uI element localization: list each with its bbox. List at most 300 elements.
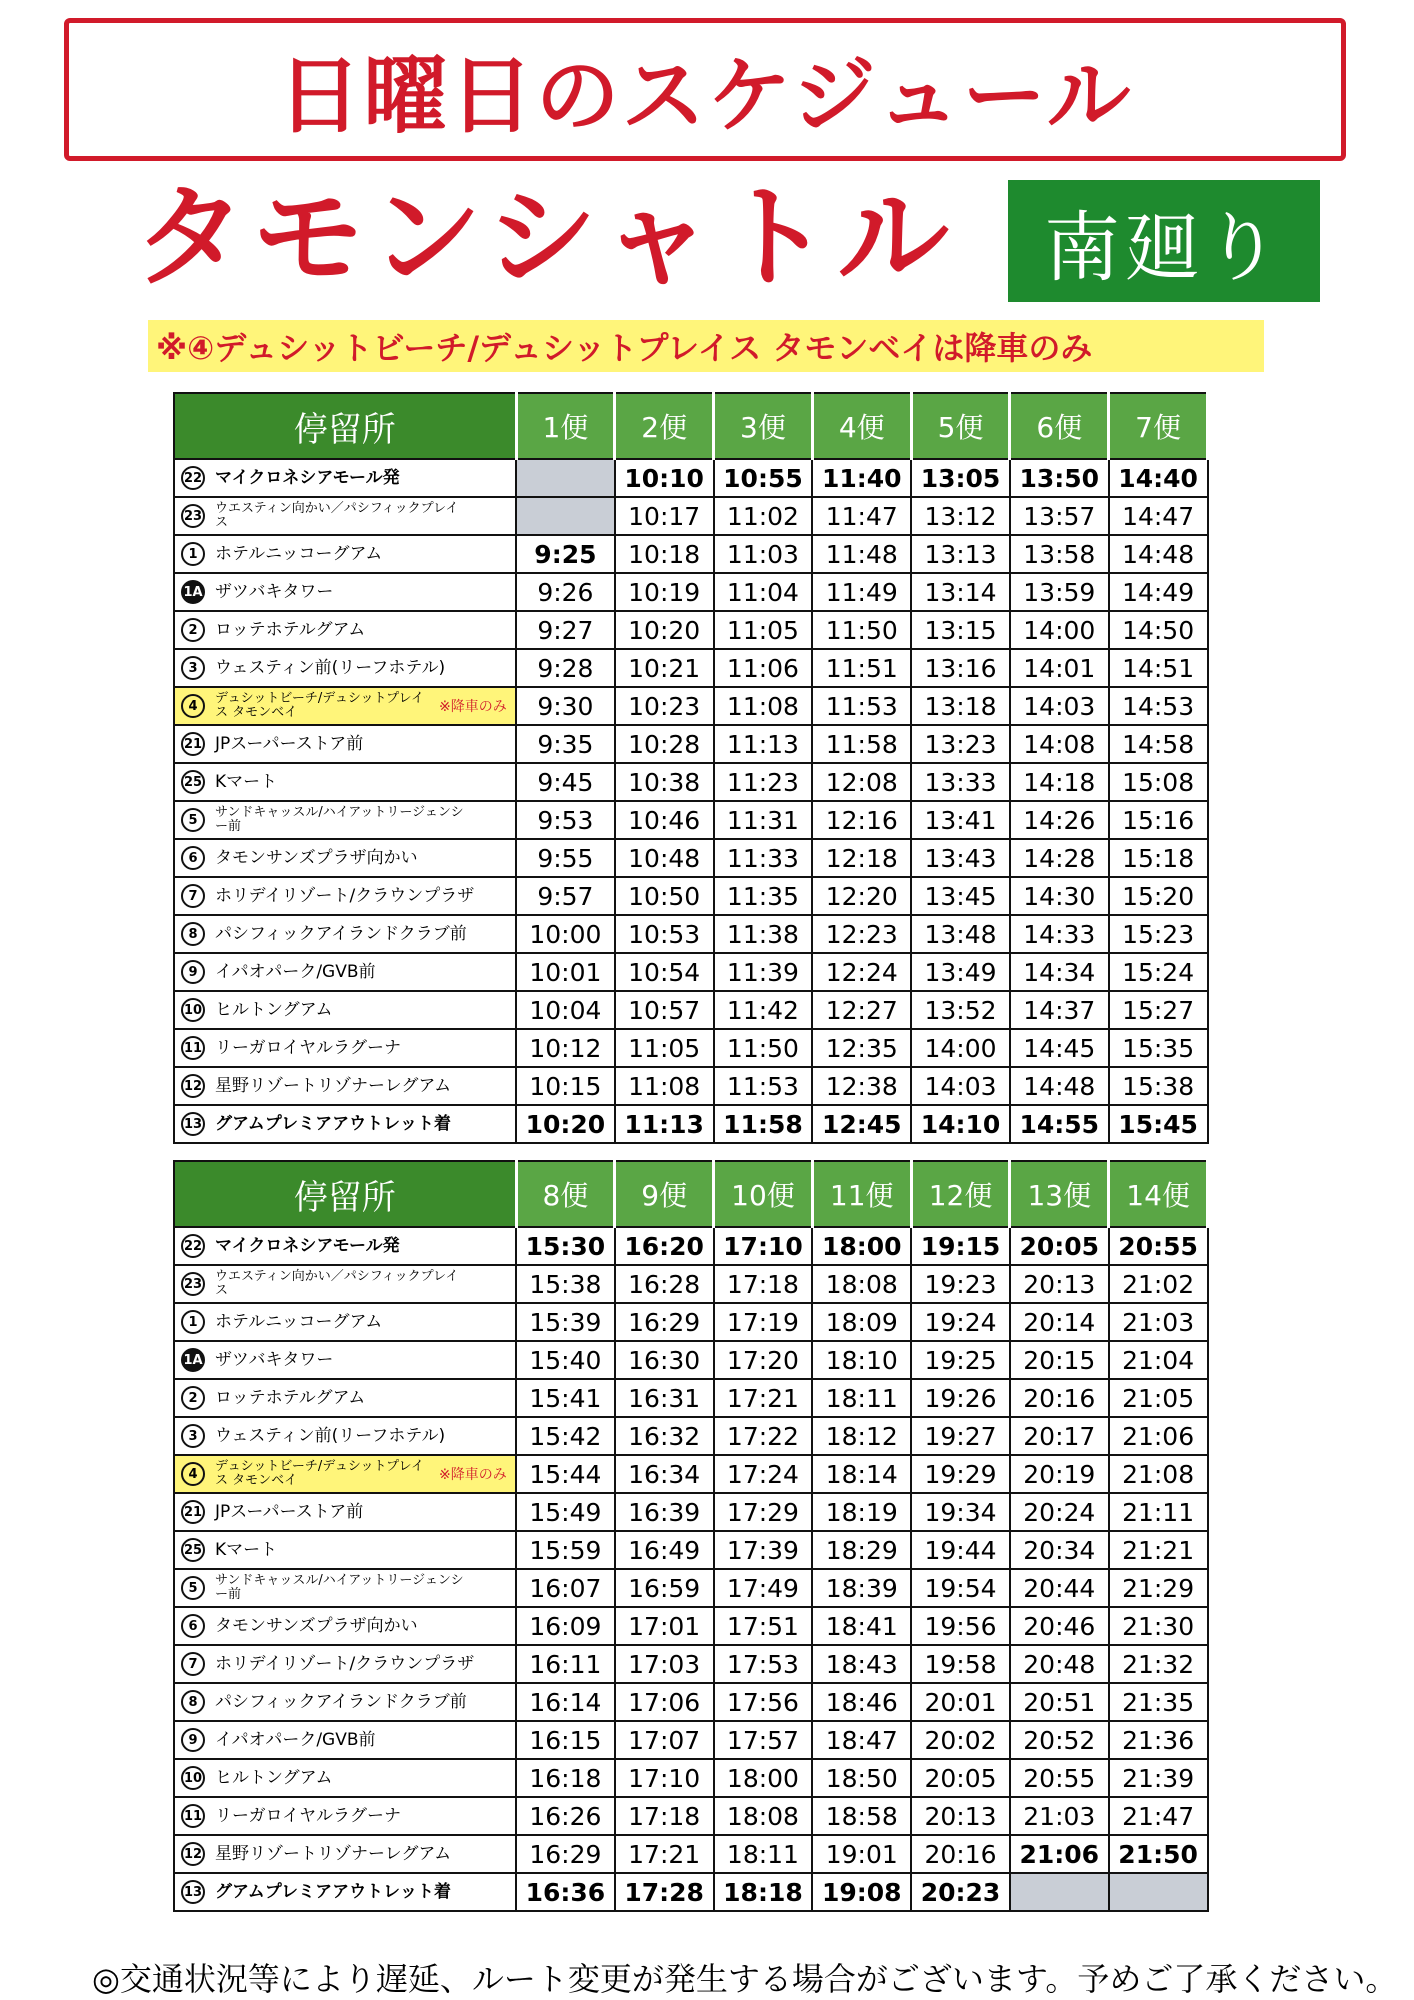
time-cell: 10:38 — [615, 763, 714, 801]
stop-name-cell — [174, 1341, 516, 1379]
table-row — [174, 1873, 1208, 1911]
time-cell: 16:09 — [516, 1607, 615, 1645]
stop-name: リーガロイヤルラグーナ — [215, 1038, 401, 1058]
time-cell: 17:51 — [714, 1607, 813, 1645]
time-cell: 15:39 — [516, 1303, 615, 1341]
table-row — [174, 763, 1208, 801]
time-cell: 17:19 — [714, 1303, 813, 1341]
time-cell: 14:34 — [1010, 953, 1109, 991]
time-cell: 18:00 — [714, 1759, 813, 1797]
time-cell: 15:49 — [516, 1493, 615, 1531]
table-row — [174, 1493, 1208, 1531]
time-cell: 13:33 — [911, 763, 1010, 801]
time-cell: 17:39 — [714, 1531, 813, 1569]
stop-number-badge: 1 — [181, 1310, 205, 1334]
table-row — [174, 1797, 1208, 1835]
stop-name: ウエスティン向かい／パシフィックプレイス — [215, 1269, 459, 1298]
time-cell: 16:18 — [516, 1759, 615, 1797]
trip-column-header: 8便 — [516, 1161, 615, 1227]
trip-column-header: 11便 — [812, 1161, 911, 1227]
time-cell: 10:50 — [615, 877, 714, 915]
stop-name: ホテルニッコーグアム — [215, 1312, 383, 1332]
time-cell: 11:51 — [812, 649, 911, 687]
time-cell: 18:08 — [812, 1265, 911, 1303]
stop-name-cell — [174, 611, 516, 649]
time-cell: 18:50 — [812, 1759, 911, 1797]
time-cell: 20:13 — [1010, 1265, 1109, 1303]
stop-name: JPスーパーストア前 — [215, 734, 364, 754]
stop-number-badge: 12 — [181, 1074, 205, 1098]
stop-number-badge: 8 — [181, 922, 205, 946]
time-cell: 14:50 — [1109, 611, 1208, 649]
time-cell: 15:16 — [1109, 801, 1208, 839]
time-cell: 9:30 — [516, 687, 615, 725]
table-row — [174, 1227, 1208, 1265]
time-cell: 15:59 — [516, 1531, 615, 1569]
time-cell: 20:23 — [911, 1873, 1010, 1911]
time-cell: 11:38 — [714, 915, 813, 953]
time-cell: 20:34 — [1010, 1531, 1109, 1569]
time-cell: 11:40 — [812, 459, 911, 497]
time-cell: 16:28 — [615, 1265, 714, 1303]
time-cell: 11:08 — [615, 1067, 714, 1105]
time-cell: 13:45 — [911, 877, 1010, 915]
table-row — [174, 535, 1208, 573]
time-cell: 14:08 — [1010, 725, 1109, 763]
time-cell: 18:08 — [714, 1797, 813, 1835]
time-cell: 10:23 — [615, 687, 714, 725]
time-cell: 20:02 — [911, 1721, 1010, 1759]
time-cell: 10:48 — [615, 839, 714, 877]
stop-name: マイクロネシアモール発 — [215, 1236, 400, 1256]
time-cell: 12:35 — [812, 1029, 911, 1067]
stop-name: ホリデイリゾート/クラウンプラザ — [215, 886, 475, 906]
stop-number-badge: 2 — [181, 1386, 205, 1410]
schedule-table-1 — [173, 392, 1209, 1144]
table-row — [174, 573, 1208, 611]
time-cell: 17:24 — [714, 1455, 813, 1493]
time-cell: 15:40 — [516, 1341, 615, 1379]
time-cell: 15:23 — [1109, 915, 1208, 953]
table-row — [174, 1759, 1208, 1797]
time-cell: 13:49 — [911, 953, 1010, 991]
time-cell: 12:08 — [812, 763, 911, 801]
time-cell: 18:18 — [714, 1873, 813, 1911]
time-cell: 11:06 — [714, 649, 813, 687]
time-cell: 21:32 — [1109, 1645, 1208, 1683]
stop-number-badge: 10 — [181, 998, 205, 1022]
stop-name-cell — [174, 1455, 516, 1493]
stop-name-cell — [174, 1873, 516, 1911]
time-cell: 12:23 — [812, 915, 911, 953]
time-cell: 20:15 — [1010, 1341, 1109, 1379]
table-row — [174, 687, 1208, 725]
time-cell: 11:48 — [812, 535, 911, 573]
time-cell: 18:19 — [812, 1493, 911, 1531]
time-cell: 19:54 — [911, 1569, 1010, 1607]
stop-number-badge: 1A — [181, 580, 205, 604]
time-cell: 21:08 — [1109, 1455, 1208, 1493]
time-cell: 18:43 — [812, 1645, 911, 1683]
time-cell: 14:48 — [1109, 535, 1208, 573]
time-cell: 12:16 — [812, 801, 911, 839]
table-row — [174, 1531, 1208, 1569]
no-service-cell — [1109, 1873, 1208, 1911]
time-cell: 17:18 — [714, 1265, 813, 1303]
time-cell: 14:30 — [1010, 877, 1109, 915]
time-cell: 17:22 — [714, 1417, 813, 1455]
stop-column-header: 停留所 — [174, 393, 516, 459]
time-cell: 18:11 — [714, 1835, 813, 1873]
time-cell: 16:14 — [516, 1683, 615, 1721]
stop-name-cell — [174, 1835, 516, 1873]
stop-number-badge: 6 — [181, 846, 205, 870]
time-cell: 18:09 — [812, 1303, 911, 1341]
schedule-title-box — [64, 18, 1346, 161]
trip-column-header: 9便 — [615, 1161, 714, 1227]
time-cell: 14:55 — [1010, 1105, 1109, 1143]
stop-name: デュシットビーチ/デュシットプレイス タモンベイ — [215, 1459, 425, 1488]
stop-name: Kマート — [215, 772, 278, 792]
stop-name: ロッテホテルグアム — [215, 1388, 366, 1408]
stop-number-badge: 11 — [181, 1804, 205, 1828]
time-cell: 11:23 — [714, 763, 813, 801]
route-title: タモンシャトル — [134, 173, 955, 303]
time-cell: 10:57 — [615, 991, 714, 1029]
stop-name-cell — [174, 953, 516, 991]
time-cell: 19:44 — [911, 1531, 1010, 1569]
stop-number-badge: 4 — [181, 1462, 205, 1486]
stop-name-cell — [174, 1645, 516, 1683]
time-cell: 10:20 — [615, 611, 714, 649]
trip-column-header: 6便 — [1010, 393, 1109, 459]
time-cell: 11:53 — [812, 687, 911, 725]
time-cell: 19:25 — [911, 1341, 1010, 1379]
time-cell: 21:30 — [1109, 1607, 1208, 1645]
time-cell: 13:13 — [911, 535, 1010, 573]
time-cell: 21:29 — [1109, 1569, 1208, 1607]
stop-number-badge: 22 — [181, 1234, 205, 1258]
stop-name-cell — [174, 1569, 516, 1607]
trip-column-header: 7便 — [1109, 393, 1208, 459]
trip-column-header: 4便 — [812, 393, 911, 459]
table-row — [174, 459, 1208, 497]
stop-number-badge: 21 — [181, 732, 205, 756]
no-service-cell — [516, 459, 615, 497]
time-cell: 13:58 — [1010, 535, 1109, 573]
stop-name: タモンサンズプラザ向かい — [215, 848, 418, 868]
stop-name-cell — [174, 687, 516, 725]
table-row — [174, 877, 1208, 915]
time-cell: 11:58 — [812, 725, 911, 763]
stop-column-header: 停留所 — [174, 1161, 516, 1227]
time-cell: 16:20 — [615, 1227, 714, 1265]
stop-name: グアムプレミアアウトレット着 — [215, 1882, 451, 1902]
table-row — [174, 497, 1208, 535]
time-cell: 17:28 — [615, 1873, 714, 1911]
stop-name-cell — [174, 725, 516, 763]
time-cell: 11:50 — [812, 611, 911, 649]
time-cell: 21:11 — [1109, 1493, 1208, 1531]
stop-number-badge: 23 — [181, 504, 205, 528]
time-cell: 10:54 — [615, 953, 714, 991]
time-cell: 21:03 — [1010, 1797, 1109, 1835]
time-cell: 15:41 — [516, 1379, 615, 1417]
time-cell: 21:47 — [1109, 1797, 1208, 1835]
table-row — [174, 1303, 1208, 1341]
time-cell: 17:03 — [615, 1645, 714, 1683]
drop-off-notice: ※④デュシットビーチ/デュシットプレイス タモンベイは降車のみ — [148, 320, 1264, 372]
time-cell: 11:39 — [714, 953, 813, 991]
time-cell: 16:11 — [516, 1645, 615, 1683]
time-cell: 11:05 — [714, 611, 813, 649]
stop-name: ザツバキタワー — [215, 582, 334, 602]
time-cell: 13:41 — [911, 801, 1010, 839]
time-cell: 17:21 — [615, 1835, 714, 1873]
time-cell: 20:55 — [1010, 1759, 1109, 1797]
stop-number-badge: 7 — [181, 1652, 205, 1676]
time-cell: 13:43 — [911, 839, 1010, 877]
table-row — [174, 611, 1208, 649]
time-cell: 14:51 — [1109, 649, 1208, 687]
time-cell: 15:38 — [516, 1265, 615, 1303]
table-row — [174, 1835, 1208, 1873]
stop-name-cell — [174, 1303, 516, 1341]
drop-off-only-note: ※降車のみ — [439, 699, 507, 715]
time-cell: 17:10 — [615, 1759, 714, 1797]
stop-name-cell — [174, 763, 516, 801]
time-cell: 21:02 — [1109, 1265, 1208, 1303]
stop-name-cell — [174, 497, 516, 535]
time-cell: 15:35 — [1109, 1029, 1208, 1067]
stop-name: イパオパーク/GVB前 — [215, 962, 376, 982]
time-cell: 20:17 — [1010, 1417, 1109, 1455]
time-cell: 17:06 — [615, 1683, 714, 1721]
stop-name: タモンサンズプラザ向かい — [215, 1616, 418, 1636]
stop-name-cell — [174, 1797, 516, 1835]
time-cell: 11:13 — [714, 725, 813, 763]
time-cell: 11:49 — [812, 573, 911, 611]
time-cell: 20:44 — [1010, 1569, 1109, 1607]
stop-name: 星野リゾートリゾナーレグアム — [215, 1076, 452, 1096]
stop-name: サンドキャッスル/ハイアットリージェンシー前 — [215, 805, 464, 834]
trip-column-header: 2便 — [615, 393, 714, 459]
time-cell: 17:21 — [714, 1379, 813, 1417]
time-cell: 10:10 — [615, 459, 714, 497]
stop-name-cell — [174, 459, 516, 497]
time-cell: 16:59 — [615, 1569, 714, 1607]
time-cell: 12:27 — [812, 991, 911, 1029]
table-row — [174, 1029, 1208, 1067]
time-cell: 9:25 — [516, 535, 615, 573]
time-cell: 14:45 — [1010, 1029, 1109, 1067]
time-cell: 10:21 — [615, 649, 714, 687]
stop-name-cell — [174, 1607, 516, 1645]
time-cell: 13:05 — [911, 459, 1010, 497]
time-cell: 18:46 — [812, 1683, 911, 1721]
time-cell: 10:04 — [516, 991, 615, 1029]
time-cell: 10:55 — [714, 459, 813, 497]
stop-name-cell — [174, 1067, 516, 1105]
time-cell: 19:26 — [911, 1379, 1010, 1417]
time-cell: 12:45 — [812, 1105, 911, 1143]
stop-name: イパオパーク/GVB前 — [215, 1730, 376, 1750]
time-cell: 15:42 — [516, 1417, 615, 1455]
stop-name-cell — [174, 535, 516, 573]
stop-name: ヒルトングアム — [215, 1768, 333, 1788]
time-cell: 9:57 — [516, 877, 615, 915]
time-cell: 21:21 — [1109, 1531, 1208, 1569]
time-cell: 14:26 — [1010, 801, 1109, 839]
time-cell: 9:35 — [516, 725, 615, 763]
time-cell: 15:30 — [516, 1227, 615, 1265]
time-cell: 18:12 — [812, 1417, 911, 1455]
time-cell: 15:08 — [1109, 763, 1208, 801]
time-cell: 9:53 — [516, 801, 615, 839]
stop-name: Kマート — [215, 1540, 278, 1560]
stop-name-cell — [174, 991, 516, 1029]
time-cell: 14:49 — [1109, 573, 1208, 611]
stop-number-badge: 3 — [181, 656, 205, 680]
time-cell: 12:24 — [812, 953, 911, 991]
time-cell: 20:05 — [911, 1759, 1010, 1797]
time-cell: 14:18 — [1010, 763, 1109, 801]
time-cell: 21:05 — [1109, 1379, 1208, 1417]
time-cell: 15:27 — [1109, 991, 1208, 1029]
stop-number-badge: 13 — [181, 1112, 205, 1136]
trip-column-header: 14便 — [1109, 1161, 1208, 1227]
trip-column-header: 10便 — [714, 1161, 813, 1227]
table-row — [174, 649, 1208, 687]
time-cell: 10:17 — [615, 497, 714, 535]
table-row — [174, 1645, 1208, 1683]
time-cell: 14:58 — [1109, 725, 1208, 763]
time-cell: 19:23 — [911, 1265, 1010, 1303]
time-cell: 12:18 — [812, 839, 911, 877]
time-cell: 18:58 — [812, 1797, 911, 1835]
time-cell: 14:03 — [911, 1067, 1010, 1105]
time-cell: 15:38 — [1109, 1067, 1208, 1105]
stop-number-badge: 3 — [181, 1424, 205, 1448]
table-row — [174, 725, 1208, 763]
time-cell: 13:15 — [911, 611, 1010, 649]
time-cell: 13:59 — [1010, 573, 1109, 611]
no-service-cell — [516, 497, 615, 535]
time-cell: 16:15 — [516, 1721, 615, 1759]
time-cell: 10:28 — [615, 725, 714, 763]
drop-off-only-note: ※降車のみ — [439, 1467, 507, 1483]
time-cell: 13:50 — [1010, 459, 1109, 497]
time-cell: 21:04 — [1109, 1341, 1208, 1379]
table-row — [174, 839, 1208, 877]
stop-name: ウェスティン前(リーフホテル) — [215, 1426, 446, 1446]
table-row — [174, 1341, 1208, 1379]
stop-name: ヒルトングアム — [215, 1000, 333, 1020]
time-cell: 20:16 — [911, 1835, 1010, 1873]
time-cell: 11:13 — [615, 1105, 714, 1143]
trip-column-header: 1便 — [516, 393, 615, 459]
time-cell: 12:20 — [812, 877, 911, 915]
stop-name-cell — [174, 1759, 516, 1797]
time-cell: 20:19 — [1010, 1455, 1109, 1493]
stop-name-cell — [174, 1227, 516, 1265]
table-row — [174, 1455, 1208, 1493]
stop-number-badge: 9 — [181, 960, 205, 984]
table-row — [174, 1067, 1208, 1105]
time-cell: 11:58 — [714, 1105, 813, 1143]
table-row — [174, 1105, 1208, 1143]
no-service-cell — [1010, 1873, 1109, 1911]
stop-name: ザツバキタワー — [215, 1350, 334, 1370]
time-cell: 14:00 — [1010, 611, 1109, 649]
time-cell: 15:18 — [1109, 839, 1208, 877]
stop-number-badge: 2 — [181, 618, 205, 642]
time-cell: 18:14 — [812, 1455, 911, 1493]
time-cell: 20:13 — [911, 1797, 1010, 1835]
time-cell: 11:33 — [714, 839, 813, 877]
time-cell: 10:19 — [615, 573, 714, 611]
time-cell: 16:36 — [516, 1873, 615, 1911]
stop-number-badge: 10 — [181, 1766, 205, 1790]
table-row — [174, 801, 1208, 839]
time-cell: 17:10 — [714, 1227, 813, 1265]
table-row — [174, 915, 1208, 953]
time-cell: 20:48 — [1010, 1645, 1109, 1683]
stop-name: デュシットビーチ/デュシットプレイス タモンベイ — [215, 691, 425, 720]
time-cell: 19:08 — [812, 1873, 911, 1911]
stop-name-cell — [174, 801, 516, 839]
stop-name: 星野リゾートリゾナーレグアム — [215, 1844, 452, 1864]
time-cell: 18:41 — [812, 1607, 911, 1645]
stop-name-cell — [174, 1105, 516, 1143]
time-cell: 12:38 — [812, 1067, 911, 1105]
time-cell: 14:40 — [1109, 459, 1208, 497]
time-cell: 21:36 — [1109, 1721, 1208, 1759]
table-row — [174, 1569, 1208, 1607]
stop-name-cell — [174, 1683, 516, 1721]
footer-note: ◎交通状況等により遅延、ルート変更が発生する場合がございます。予めご了承ください。 — [92, 1960, 1398, 1998]
time-cell: 21:06 — [1109, 1417, 1208, 1455]
time-cell: 20:01 — [911, 1683, 1010, 1721]
stop-name: パシフィックアイランドクラブ前 — [215, 924, 467, 944]
time-cell: 14:33 — [1010, 915, 1109, 953]
stop-number-badge: 23 — [181, 1272, 205, 1296]
stop-name-cell — [174, 1493, 516, 1531]
time-cell: 11:53 — [714, 1067, 813, 1105]
time-cell: 10:15 — [516, 1067, 615, 1105]
stop-name: ウエスティン向かい／パシフィックプレイス — [215, 501, 459, 530]
table-row — [174, 1379, 1208, 1417]
time-cell: 21:39 — [1109, 1759, 1208, 1797]
stop-name-cell — [174, 649, 516, 687]
time-cell: 16:07 — [516, 1569, 615, 1607]
time-cell: 13:52 — [911, 991, 1010, 1029]
stop-name-cell — [174, 877, 516, 915]
time-cell: 15:24 — [1109, 953, 1208, 991]
stop-name: JPスーパーストア前 — [215, 1502, 364, 1522]
time-cell: 17:49 — [714, 1569, 813, 1607]
stop-number-badge: 6 — [181, 1614, 205, 1638]
time-cell: 10:20 — [516, 1105, 615, 1143]
time-cell: 20:46 — [1010, 1607, 1109, 1645]
time-cell: 11:35 — [714, 877, 813, 915]
time-cell: 11:50 — [714, 1029, 813, 1067]
stop-name: グアムプレミアアウトレット着 — [215, 1114, 451, 1134]
stop-number-badge: 22 — [181, 466, 205, 490]
time-cell: 14:48 — [1010, 1067, 1109, 1105]
time-cell: 21:50 — [1109, 1835, 1208, 1873]
time-cell: 11:05 — [615, 1029, 714, 1067]
